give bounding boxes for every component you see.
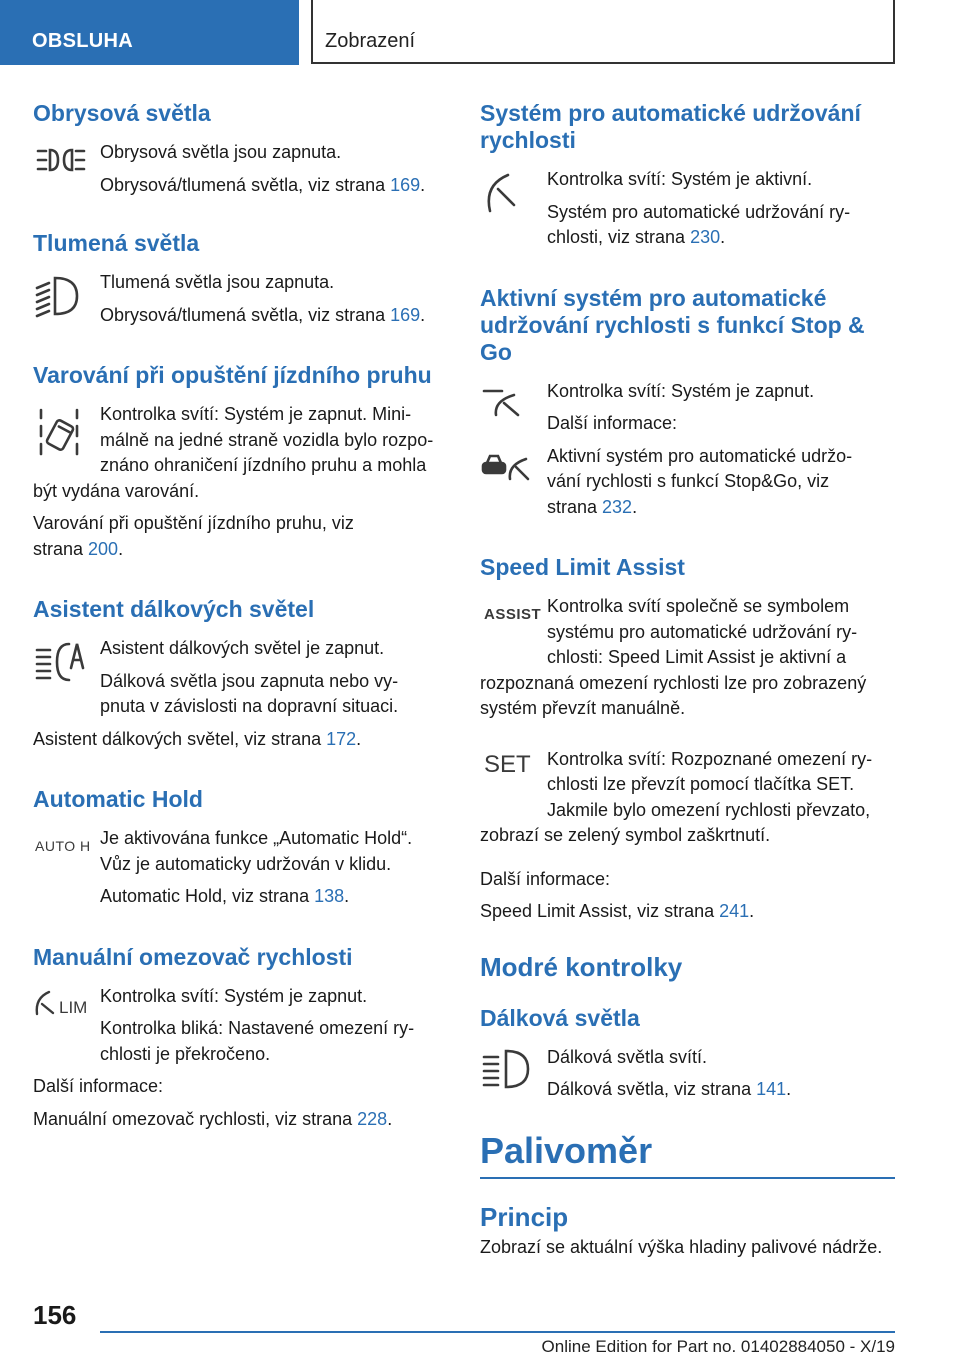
speed-limiter-ref: Manuální omezovač rychlosti, viz strana 228. — [33, 1108, 393, 1129]
cruise-control-icon — [480, 169, 536, 215]
cruise-control-text1: Kontrolka svítí: Systém je aktivní. — [547, 169, 813, 189]
stop-go-icon — [480, 381, 536, 419]
heading-stop-go-3: Go — [480, 338, 512, 365]
parking-lights-text1: Obrysová světla jsou zapnuta. — [100, 142, 342, 162]
section-blue-indicators — [480, 951, 895, 983]
heading-speed-limiter: Manuální omezovač rychlosti — [33, 943, 353, 970]
section-cruise-control — [480, 100, 895, 251]
stop-go-text4: vání rychlosti s funkcí Stop&Go, viz — [547, 471, 830, 491]
page-link[interactable]: 169 — [390, 304, 421, 325]
speed-limiter-icon — [33, 988, 57, 1018]
cruise-control-text2: Systém pro automatické udržování ry‐ — [547, 201, 851, 222]
section-stop-go — [480, 285, 895, 521]
sla-text2: systému pro automatické udržování ry‐ — [547, 621, 858, 642]
high-beam-text1: Dálková světla svítí. — [547, 1046, 708, 1067]
sla-set-text3: Jakmile bylo omezení rychlosti převzato, — [547, 799, 871, 820]
high-beam-assist-ref: Asistent dálkových světel, viz strana 172. — [33, 728, 362, 749]
section-principle — [480, 1201, 895, 1261]
heading-lane-departure: Varování při opuštění jízdního pruhu — [33, 362, 432, 388]
section-low-beam — [33, 230, 448, 328]
fuel-gauge-rule — [480, 1177, 895, 1179]
high-beam-assist-text3: pnuta v závislosti na dopravní situaci. — [100, 696, 399, 716]
high-beam-assist-text2: Dálková světla jsou zapnuta nebo vy‐ — [100, 670, 399, 691]
speed-limiter-text2: Kontrolka bliká: Nastavené omezení ry‐ — [100, 1018, 415, 1038]
lane-departure-text4: být vydána varování. — [33, 480, 200, 501]
sla-text4: rozpoznaná omezení rychlosti lze pro zobrazený — [480, 672, 867, 693]
cruise-control-ref: chlosti, viz strana 230. — [547, 227, 726, 247]
high-beam-assist-icon — [33, 638, 89, 684]
sla-ref: Speed Limit Assist, viz strana 241. — [480, 901, 755, 921]
page-link[interactable]: 230 — [690, 227, 721, 247]
auto-hold-icon: AUTO H — [35, 838, 91, 854]
page-link[interactable]: 141 — [756, 1079, 787, 1099]
section-lane-departure — [33, 362, 448, 562]
heading-blue-indicators: Modré kontrolky — [480, 951, 683, 982]
sla-text5: systém převzít manuálně. — [480, 698, 686, 718]
heading-high-beam-assist: Asistent dálkových světel — [33, 596, 315, 622]
lim-icon-label: LIM — [59, 997, 88, 1017]
section-label: OBSLUHA — [32, 30, 133, 52]
heading-fuel-gauge: Palivoměr — [480, 1129, 653, 1171]
stop-go-text2: Další informace: — [547, 413, 678, 433]
principle-text: Zobrazí se aktuální výška hladiny palivové nádrže. — [480, 1236, 883, 1257]
section-high-beam — [480, 1005, 895, 1103]
heading-parking-lights: Obrysová světla — [33, 100, 211, 126]
sla-text3: chlosti: Speed Limit Assist je aktivní a — [547, 647, 847, 667]
page-link[interactable]: 232 — [602, 496, 633, 517]
section-tab[interactable] — [0, 0, 299, 65]
section-speed-limiter — [33, 944, 448, 1133]
section-automatic-hold — [33, 786, 448, 910]
heading-cruise-control-1: Systém pro automatické udržování — [480, 100, 861, 126]
low-beam-text1: Tlumená světla jsou zapnuta. — [100, 272, 335, 292]
automatic-hold-text2: Vůz je automaticky udržován v klidu. — [100, 853, 392, 874]
sla-more: Další informace: — [480, 868, 611, 889]
high-beam-icon — [480, 1047, 536, 1091]
page-link[interactable]: 200 — [88, 538, 119, 559]
set-icon: SET — [484, 750, 531, 778]
chapter-header — [311, 0, 895, 64]
footer-rule — [100, 1331, 895, 1333]
heading-stop-go-1: Aktivní systém pro automatické — [480, 284, 827, 311]
automatic-hold-ref: Automatic Hold, viz strana 138. — [100, 886, 350, 906]
stop-go-car-icon — [480, 447, 536, 487]
heading-low-beam: Tlumená světla — [33, 230, 200, 256]
page-number: 156 — [33, 1300, 77, 1330]
parking-lights-text2: Obrysová/tlumená světla, viz strana 169. — [100, 174, 426, 195]
sla-set-text2: chlosti lze převzít pomocí tlačítka SET. — [547, 774, 855, 794]
lane-departure-ref2: strana 200. — [33, 538, 124, 559]
speed-limiter-text3: chlosti je překročeno. — [100, 1043, 271, 1064]
page-link[interactable]: 241 — [719, 901, 750, 921]
assist-icon: ASSIST — [484, 606, 542, 623]
page-link[interactable]: 169 — [390, 174, 421, 195]
page-link[interactable]: 228 — [357, 1108, 388, 1129]
sla-set-text4: zobrazí se zelený symbol zaškrtnutí. — [480, 825, 771, 845]
speed-limiter-more: Další informace: — [33, 1076, 164, 1096]
low-beam-text2: Obrysová/tlumená světla, viz strana 169. — [100, 304, 426, 325]
page-link[interactable]: 172 — [326, 728, 357, 749]
automatic-hold-text1: Je aktivována funkce „Automatic Hold“. — [100, 828, 413, 848]
speed-limiter-text1: Kontrolka svítí: Systém je zapnut. — [100, 985, 368, 1006]
sla-set-text1: Kontrolka svítí: Rozpoznané omezení ry‐ — [547, 748, 873, 769]
lane-departure-text1: Kontrolka svítí: Systém je zapnut. Mini‐ — [100, 404, 412, 424]
lane-departure-ref1: Varování při opuštění jízdního pruhu, viz — [33, 513, 354, 533]
heading-speed-limit-assist: Speed Limit Assist — [480, 554, 685, 580]
stop-go-text3: Aktivní systém pro automatické udržo‐ — [547, 445, 853, 466]
heading-stop-go-2: udržování rychlosti s funkcí Stop & — [480, 311, 865, 338]
high-beam-assist-text1: Asistent dálkových světel je zapnut. — [100, 638, 385, 658]
left-column — [33, 100, 448, 1132]
footer-edition: Online Edition for Part no. 01402884050 - X/19 — [541, 1337, 895, 1356]
low-beam-icon — [33, 274, 89, 318]
lane-departure-icon — [33, 406, 89, 458]
page-link[interactable]: 138 — [314, 886, 345, 906]
section-high-beam-assist — [33, 596, 448, 752]
parking-lights-icon — [33, 142, 89, 178]
section-parking-lights — [33, 100, 448, 198]
section-speed-limit-assist — [480, 554, 895, 925]
high-beam-ref: Dálková světla, viz strana 141. — [547, 1079, 792, 1099]
lane-departure-text2: málně na jedné straně vozidla bylo rozpo‐ — [100, 429, 434, 450]
stop-go-text1: Kontrolka svítí: Systém je zapnut. — [547, 380, 815, 401]
heading-cruise-control-2: rychlosti — [480, 127, 576, 153]
heading-automatic-hold: Automatic Hold — [33, 786, 203, 812]
chapter-title: Zobrazení — [325, 30, 416, 52]
section-fuel-gauge — [480, 1129, 895, 1179]
sla-text1: Kontrolka svítí společně se symbolem — [547, 596, 850, 616]
stop-go-ref: strana 232. — [547, 496, 638, 517]
lane-departure-text3: znáno ohraničení jízdního pruhu a mohla — [100, 455, 427, 475]
heading-high-beam: Dálková světla — [480, 1004, 640, 1031]
right-column — [480, 100, 895, 1260]
heading-principle: Princip — [480, 1201, 569, 1232]
